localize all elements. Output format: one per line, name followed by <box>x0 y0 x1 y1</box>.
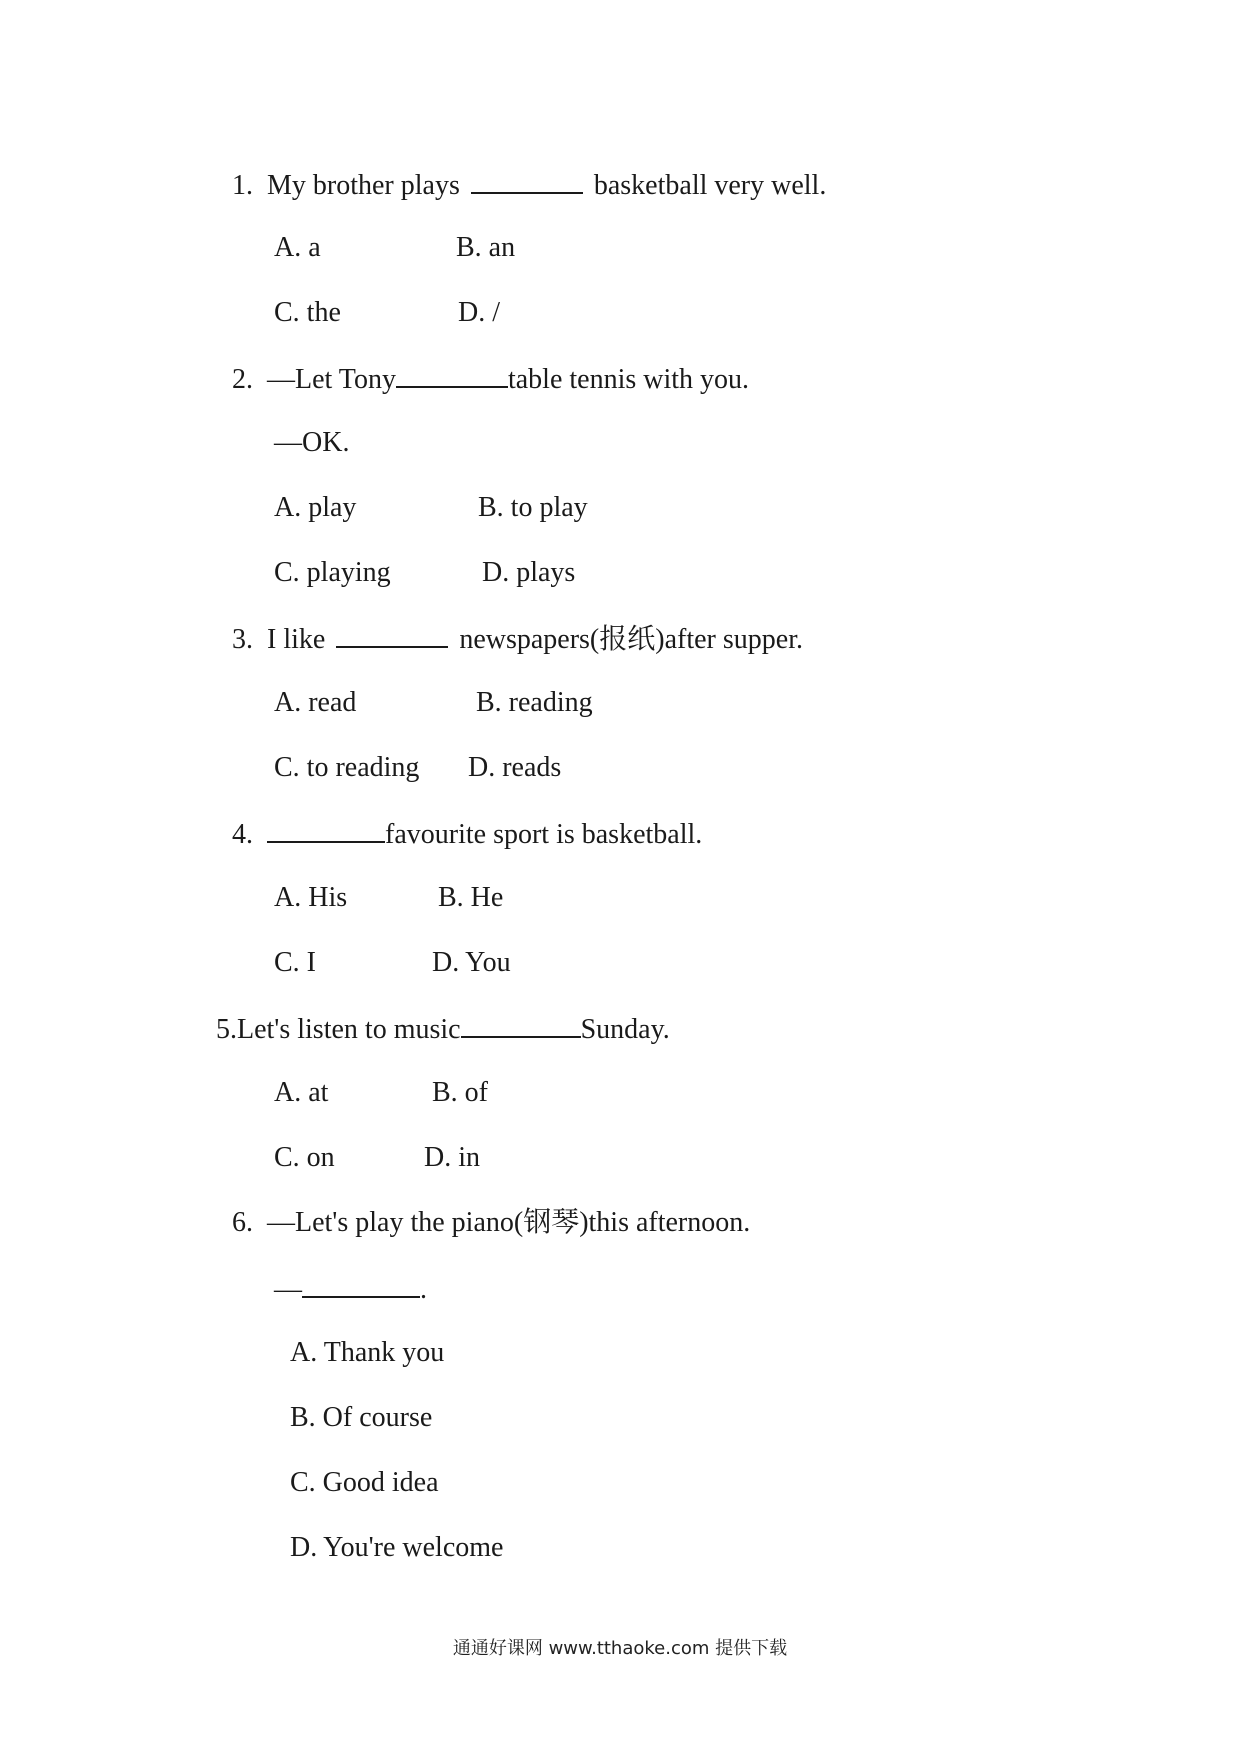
stem-text: Let's listen to music <box>237 1014 461 1045</box>
answer-blank <box>461 1010 581 1038</box>
question-number: 5. <box>216 1014 237 1045</box>
stem-text: favourite sport is basketball. <box>385 819 703 850</box>
stem-text: —Let Tony <box>267 364 396 395</box>
option-b: B. to play <box>478 492 588 523</box>
option-d: D. in <box>424 1142 480 1173</box>
option-c: C. on <box>274 1142 335 1173</box>
option-a: A. Thank you <box>290 1337 445 1368</box>
stem-text: —Let's play the piano(钢琴)this afternoon. <box>267 1207 751 1238</box>
stem-text: My brother plays <box>267 170 460 201</box>
option-c: C. the <box>274 297 341 328</box>
option-a: A. read <box>274 687 357 718</box>
question-6-stem <box>232 1205 750 1241</box>
option-d: D. / <box>458 297 500 328</box>
reply-period: . <box>420 1274 427 1305</box>
dialogue-reply: —OK. <box>274 427 350 458</box>
stem-text: I like <box>267 624 326 655</box>
option-c: C. I <box>274 947 316 978</box>
dialogue-reply <box>274 1270 427 1308</box>
option-b: B. Of course <box>290 1402 433 1433</box>
answer-blank <box>336 620 448 648</box>
option-a: A. a <box>274 232 321 263</box>
question-3-stem <box>232 620 803 658</box>
answer-blank <box>267 815 385 843</box>
question-5-stem <box>216 1010 670 1048</box>
reply-dash: — <box>274 1274 302 1305</box>
question-1-stem <box>232 166 826 204</box>
option-b: B. reading <box>476 687 593 718</box>
option-c: C. Good idea <box>290 1467 439 1498</box>
option-c: C. to reading <box>274 752 420 783</box>
option-a: A. at <box>274 1077 329 1108</box>
stem-text: basketball very well. <box>593 170 827 201</box>
question-number: 3. <box>232 624 253 655</box>
option-c: C. playing <box>274 557 391 588</box>
option-a: A. His <box>274 882 348 913</box>
question-2-stem <box>232 360 749 398</box>
option-d: D. You're welcome <box>290 1532 504 1563</box>
option-d: D. You <box>432 947 511 978</box>
option-d: D. plays <box>482 557 576 588</box>
option-a: A. play <box>274 492 357 523</box>
answer-blank <box>471 166 583 194</box>
option-d: D. reads <box>468 752 562 783</box>
question-4-stem <box>232 815 702 853</box>
option-b: B. of <box>432 1077 488 1108</box>
stem-text: newspapers(报纸)after supper. <box>459 624 803 655</box>
option-b: B. an <box>456 232 516 263</box>
answer-blank <box>302 1270 420 1298</box>
page-footer: 通通好课网 www.tthaoke.com 提供下载 <box>452 1638 788 1659</box>
stem-text: table tennis with you. <box>507 364 750 395</box>
question-number: 4. <box>232 819 253 850</box>
option-b: B. He <box>438 882 504 913</box>
question-number: 2. <box>232 364 253 395</box>
question-number: 1. <box>232 170 253 201</box>
answer-blank <box>396 360 508 388</box>
question-number: 6. <box>232 1207 253 1238</box>
stem-text: Sunday. <box>580 1014 670 1045</box>
